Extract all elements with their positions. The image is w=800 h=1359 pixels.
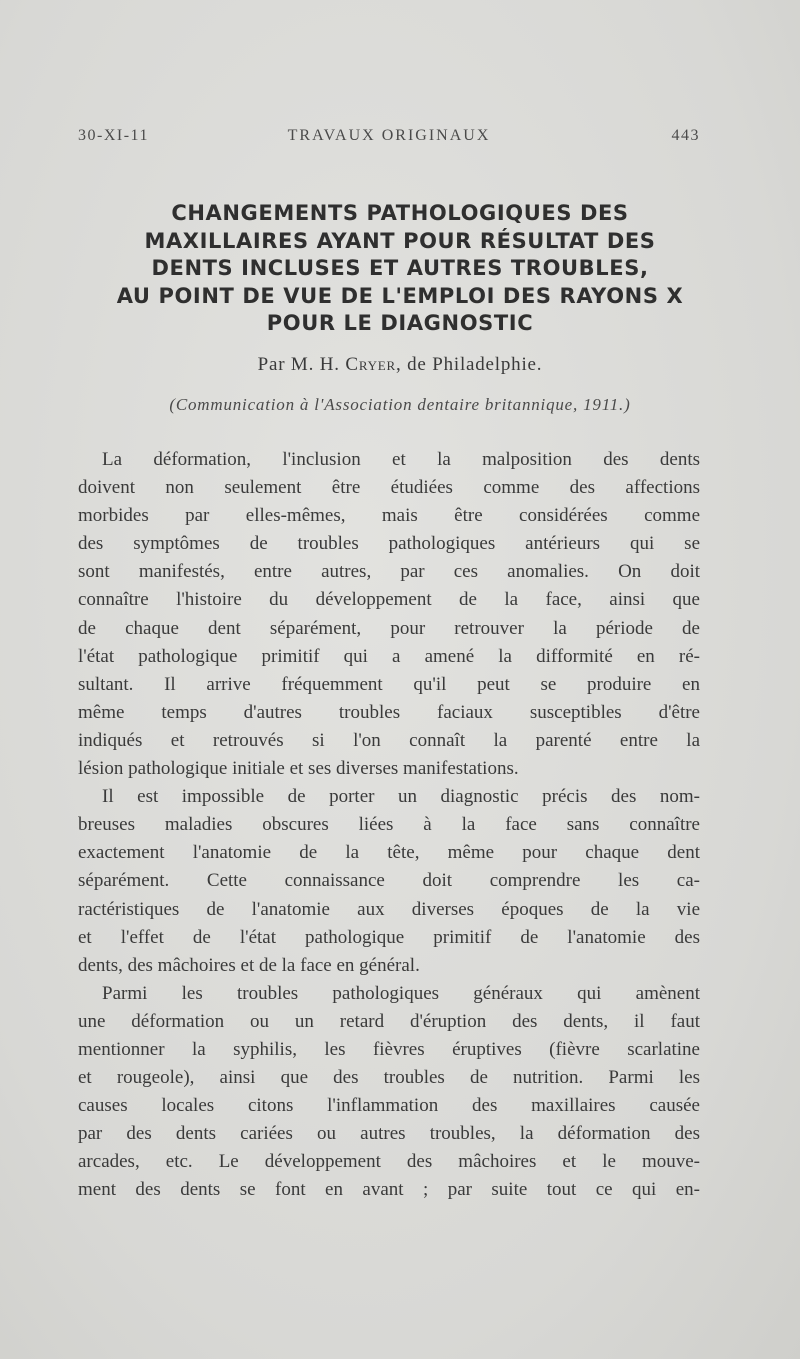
article-subtitle: (Communication à l'Association dentaire britannique, 1911.) xyxy=(169,395,631,414)
paragraph-line: même temps d'autres troubles faciaux susceptibles d'être xyxy=(78,701,700,723)
paragraph-line: des symptômes de troubles pathologiques antérieurs qui se xyxy=(78,533,700,555)
title-line: DENTS INCLUSES ET AUTRES TROUBLES, xyxy=(151,256,649,280)
paragraph-line: ment des dents se font en avant ; par suite tout ce qui en- xyxy=(78,1179,700,1201)
title-line: AU POINT DE VUE DE L'EMPLOI DES RAYONS X xyxy=(116,283,684,308)
article-title xyxy=(60,200,740,338)
title-line: MAXILLAIRES AYANT POUR RÉSULTAT DES xyxy=(144,228,656,253)
paragraph-line: sont manifestés, entre autres, par ces anomalies. On doit xyxy=(78,561,700,583)
paragraph-line: de chaque dent séparément, pour retrouver la période de xyxy=(78,617,700,639)
paragraph-line: dents, des mâchoires et de la face en général. xyxy=(78,954,420,976)
title-line: POUR LE DIAGNOSTIC xyxy=(266,311,534,335)
paragraph-line: lésion pathologique initiale et ses diverses manifestations. xyxy=(78,758,519,780)
paragraph-line: Parmi les troubles pathologiques généraux qui amènent xyxy=(102,982,700,1004)
paragraph-line: exactement l'anatomie de la tête, même pour chaque dent xyxy=(78,842,700,864)
paragraph-line: morbides par elles-mêmes, mais être considérées comme xyxy=(78,505,700,527)
paragraph-line: sultant. Il arrive fréquemment qu'il peut se produire en xyxy=(78,673,700,695)
title-line: CHANGEMENTS PATHOLOGIQUES DES xyxy=(171,201,629,225)
paragraph-line: séparément. Cette connaissance doit comprendre les ca- xyxy=(78,870,700,892)
paragraph-line: arcades, etc. Le développement des mâchoires et le mouve- xyxy=(78,1151,700,1173)
article-body xyxy=(78,446,700,1205)
paragraph-line: par des dents cariées ou autres troubles, la déformation des xyxy=(78,1123,700,1145)
paragraph-line: ractéristiques de l'anatomie aux diverses époques de la vie xyxy=(78,898,700,920)
paragraph-line: une déformation ou un retard d'éruption des dents, il faut xyxy=(78,1010,700,1032)
paragraph-line: causes locales citons l'inflammation des maxillaires causée xyxy=(78,1095,700,1117)
paragraph-line: mentionner la syphilis, les fièvres éruptives (fièvre scarlatine xyxy=(78,1038,700,1060)
paragraph-line: La déformation, l'inclusion et la malposition des dents xyxy=(102,449,700,470)
paragraph-line: connaître l'histoire du développement de la face, ainsi que xyxy=(78,589,700,611)
byline-suffix: , de Philadelphie. xyxy=(396,354,543,375)
header-date: 30-XI-11 xyxy=(78,127,149,144)
paragraph-line: doivent non seulement être étudiées comme des affections xyxy=(78,477,700,499)
running-header xyxy=(78,127,700,151)
paragraph-line: et l'effet de l'état pathologique primitif de l'anatomie des xyxy=(78,926,700,948)
paragraph-line: breuses maladies obscures liées à la face sans connaître xyxy=(78,814,700,836)
paragraph-line: l'état pathologique primitif qui a amené la difformité en ré- xyxy=(78,645,700,667)
header-section-title: TRAVAUX ORIGINAUX xyxy=(287,127,491,144)
paragraph-line: et rougeole), ainsi que des troubles de nutrition. Parmi les xyxy=(78,1067,700,1089)
page-number: 443 xyxy=(671,127,700,144)
paragraph-line: indiqués et retrouvés si l'on connaît la parenté entre la xyxy=(78,729,700,751)
article-byline xyxy=(0,354,800,376)
paragraph-line: Il est impossible de porter un diagnostic précis des nom- xyxy=(102,786,700,808)
byline-author: Cryer xyxy=(345,354,397,375)
byline-prefix: Par M. H. xyxy=(257,354,340,375)
